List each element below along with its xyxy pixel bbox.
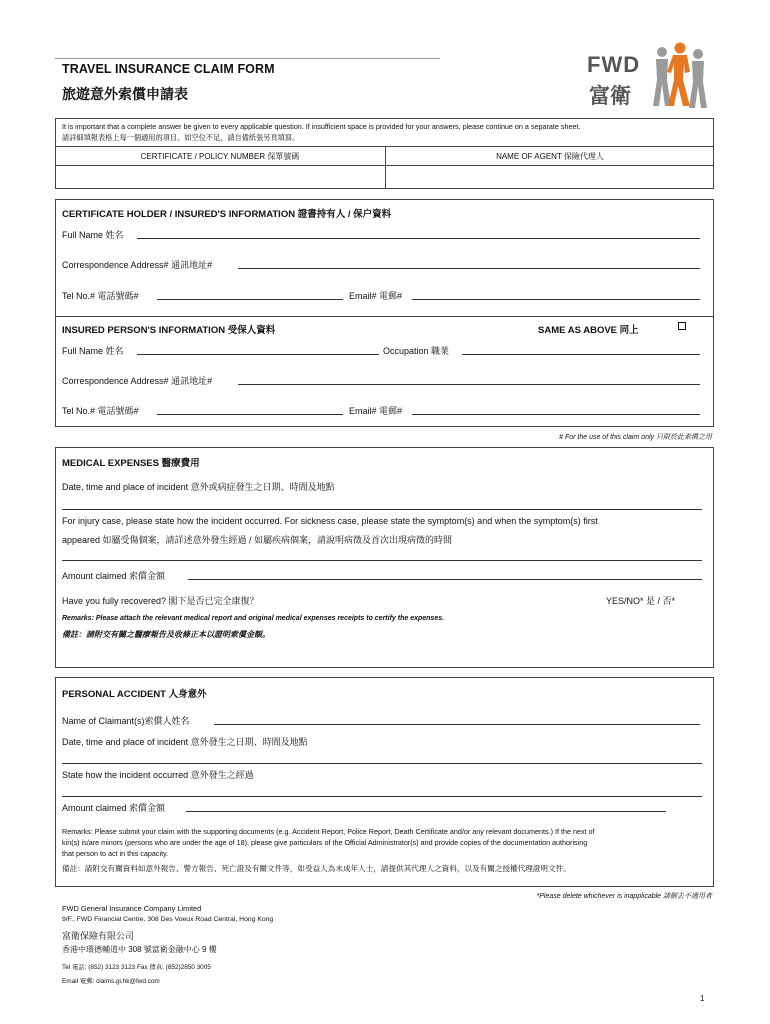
claim-only-note: # For the use of this claim only 只限於此索償之用 (559, 434, 712, 441)
footer-address-en: 9/F., FWD Financial Centre, 308 Des Voeux Road Central, Hong Kong (62, 916, 274, 923)
footer-company-en: FWD General Insurance Company Limited (62, 904, 202, 913)
insured-email-label: Email# 電郵# (349, 406, 403, 416)
accident-claimant-field[interactable] (214, 724, 700, 725)
medical-date-place-field[interactable] (62, 509, 702, 510)
accident-amount-label: Amount claimed 索償金額 (62, 803, 166, 813)
footer-tel-fax: Tel 電話: (852) 3123 3123 Fax 傳真: (852)2850 3005 (62, 964, 211, 971)
form-title-zh: 旅遊意外索償申請表 (62, 86, 188, 102)
insured-full-name-label: Full Name 姓名 (62, 346, 124, 356)
holder-address-field[interactable] (238, 268, 700, 269)
medical-amount-field[interactable] (188, 579, 702, 580)
holder-email-label: Email# 電郵# (349, 291, 403, 301)
insured-section-heading: INSURED PERSON'S INFORMATION 受保人資料 (62, 325, 276, 336)
certificate-number-header: CERTIFICATE / POLICY NUMBER 保單號碼 (140, 152, 300, 161)
insured-tel-field[interactable] (157, 414, 343, 415)
accident-amount-field[interactable] (186, 811, 666, 812)
insured-address-label: Correspondence Address# 通訊地址# (62, 376, 213, 386)
accident-remarks-en-2: kin(s) is/are minors (persons who are under the age of 18), please give particulars of the Official Administrator(s) and provide copies of the documentation authorising (62, 838, 588, 847)
medical-amount-label: Amount claimed 索償金額 (62, 571, 166, 581)
insured-tel-label: Tel No.# 電話號碼# (62, 406, 139, 416)
insured-address-field[interactable] (238, 384, 700, 385)
form-title-en: TRAVEL INSURANCE CLAIM FORM (62, 62, 275, 76)
holder-tel-field[interactable] (157, 299, 343, 300)
medical-section-heading: MEDICAL EXPENSES 醫療費用 (62, 458, 200, 469)
medical-recovered-label: Have you fully recovered? 閣下是否已完全康復？ (62, 596, 259, 606)
agent-name-field[interactable] (386, 166, 713, 188)
same-as-above-checkbox[interactable] (678, 322, 686, 330)
medical-remarks-en: Remarks: Please attach the relevant medical report and original medical expenses receipts to certify the expenses. (62, 615, 445, 622)
holder-address-label: Correspondence Address# 通訊地址# (62, 260, 213, 270)
accident-section-heading: PERSONAL ACCIDENT 人身意外 (62, 689, 207, 700)
intro-note-zh: 請詳細填報表格上每一個適用的項目。如空位不足，請自備紙張另頁填寫。 (62, 133, 300, 142)
delete-inapplicable-note: *Please delete whichever is inapplicable 請刪去不適用者 (536, 893, 712, 900)
page-number: 1 (700, 994, 705, 1003)
intro-note-en: It is important that a complete answer be given to every applicable question. If insufficient space is provided for your answers, please continue on a separate sheet. (62, 122, 581, 131)
holder-full-name-field[interactable] (137, 238, 700, 239)
insured-email-field[interactable] (412, 414, 700, 415)
agent-name-header: NAME OF AGENT 保險代理人 (496, 152, 604, 161)
holder-tel-label: Tel No.# 電話號碼# (62, 291, 139, 301)
footer-address-zh: 香港中環德輔道中 308 號富衛金融中心 9 樓 (62, 945, 217, 954)
runners-logo-icon (640, 42, 715, 114)
accident-claimant-label: Name of Claimant(s)索償人姓名 (62, 716, 190, 726)
insured-occupation-field[interactable] (462, 354, 700, 355)
title-rule (55, 58, 440, 59)
same-as-above-label: SAME AS ABOVE 同上 (538, 325, 639, 336)
footer-email: Email 電郵: claims.gi.hk@fwd.com (62, 978, 160, 985)
medical-injury-label-1: For injury case, please state how the incident occurred. For sickness case, please state the symptom(s) and when the symptom(s) first (62, 516, 598, 526)
accident-date-place-field[interactable] (62, 763, 702, 764)
accident-remarks-zh: 備註：請附交有關資料如意外報告、警方報告、死亡證及有關文件等，如受益人為未成年人士，請提供其代理人之資料，以及有關之授權代理證明文件。 (62, 864, 571, 873)
medical-date-place-label: Date, time and place of incident 意外或病症發生之日期、時間及地點 (62, 482, 335, 492)
insured-occupation-label: Occupation 職業 (383, 346, 450, 356)
fwd-logo-text: FWD (587, 52, 641, 77)
accident-remarks-en-3: that person to act in this capacity. (62, 849, 169, 858)
accident-how-field[interactable] (62, 796, 702, 797)
holder-full-name-label: Full Name 姓名 (62, 230, 124, 240)
fwd-logo-zh: 富衛 (589, 85, 631, 108)
insured-full-name-field[interactable] (137, 354, 379, 355)
insured-divider (55, 316, 714, 317)
holder-insured-box (55, 199, 714, 427)
medical-yes-no-option[interactable]: YES/NO* 是 / 否* (606, 596, 676, 606)
medical-injury-field[interactable] (62, 560, 702, 561)
medical-injury-label-2: appeared 如屬受傷個案，請詳述意外發生經過 / 如屬疾病個案，請說明病徵及首次出現病徵的時間 (62, 535, 453, 545)
accident-remarks-en-1: Remarks: Please submit your claim with the supporting documents (e.g. Accident Report, Police Report, Death Certificate and/or any relevant documents.) If the next of (62, 827, 595, 836)
holder-email-field[interactable] (412, 299, 700, 300)
holder-section-heading: CERTIFICATE HOLDER / INSURED'S INFORMATION 證書持有人 / 保户資料 (62, 209, 392, 220)
medical-remarks-zh: 備註：請附交有關之醫療報告及收條正本以證明索償金額。 (62, 630, 270, 639)
accident-how-label: State how the incident occurred 意外發生之經過 (62, 770, 254, 780)
certificate-number-field[interactable] (56, 166, 384, 188)
footer-company-zh: 富衛保險有限公司 (62, 931, 135, 941)
accident-date-place-label: Date, time and place of incident 意外發生之日期、時間及地點 (62, 737, 308, 747)
